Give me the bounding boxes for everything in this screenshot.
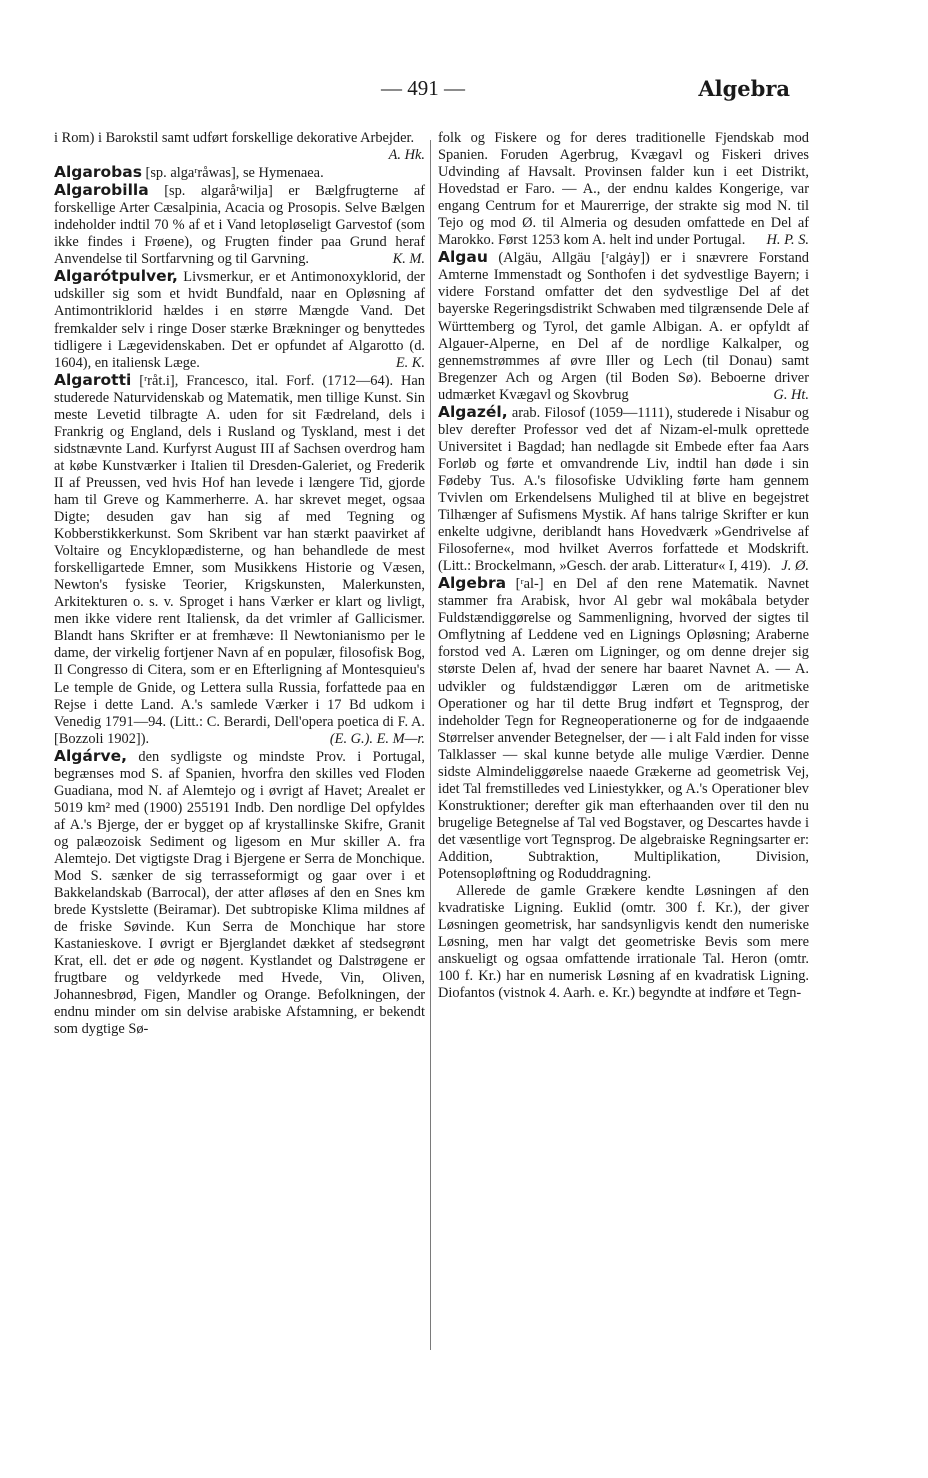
entry-signature: K. M.: [392, 251, 425, 268]
entry-algarobilla: [54, 182, 425, 268]
entry-text: folk og Fiskere og for deres traditionelle Fjendskab mod Spanien. Foruden Agerbrug, Kvægavl og Fiskeri drives Udvinding af Havsalt. Provinsen falder kun i eet Distrikt, Hovedstad er Faro. — A., der endnu kaldes Kongerige, var engang Centrum for et Maurerrige, der strakte sig mod N. til Tejo og mod Ø. til Almeria og desuden omfattede en Del af Marokko. Først 1253 kom A. helt ind under Portugal.: [438, 130, 809, 249]
entry-text: [ʳråt.i], Francesco, ital. Forf. (1712—64). Han studerede Naturvidenskab og Matematik, men tillige Kunst. Sin meste Levetid tilbragte A. uden for sit Fædreland, dels i Frankrig og England, dels i Rusland og Tyskland, mest i det sidstnævnte Land. Kurfyrst August III af Sachsen overdrog ham at købe Kunstværker i Italien til Dresden-Galeriet, og Frederik II af Preussen, ved hvis Hof han levede i længere Tid, gjorde ham til Greve og Kammerherre. A. har skrevet meget, ogsaa Digte; desuden gav han sig af med Tegning og Kobberstikkerkunst. Som Skribent var han stærkt paavirket af Voltaire og Encyklopædisterne, og han behandlede de mest forskelligartede Emner, som Musikkens Historie og Væsen, Newton's fysiske Teorier, Krigskunsten, Malerkunsten, Arkitekturen o. s. v. Sproget i hans Værker er klart og livligt, men ikke videre rent Italiensk, da det vrimler af Gallicismer. Blandt hans Skrifter er at fremhæve: Il Newtonianismo per le dame, der virkelig fortjener Navn af en populær, filosofisk Bog, Il Congresso di Citera, som er en Efterligning af Montesquieu's Le temple de Gnide, og Lettera sulla Russia, forfattede paa en Rejse i dette Land. A.'s samlede Værker i 17 Bd udkom i Venedig 1791—94. (Litt.: C. Berardi, Dell'opera poetica di F. A. [Bozzoli 1902]).: [54, 372, 425, 747]
entry-headword: Algarobas: [54, 163, 142, 182]
entry-headword: Algarotti: [54, 370, 132, 389]
entry-algazel: [438, 404, 809, 575]
entry-signature: J. Ø.: [781, 558, 809, 575]
entry-signature: G. Ht.: [773, 386, 809, 403]
entry-text: arab. Filosof (1059—1111), studerede i Nisabur og blev derefter Professor ved det af Nizam-el-mulk oprettede Universitet i Bagdad; han nedlagde sit Embede efter faa Aars Forløb og førte et omvandrende Liv, indtil han døde i sin Fødeby Tus. A.'s filosofiske Udvikling førte ham gennem Tvivlen om Erkendelsens Mulighed til at blive en begejstret Tilhænger af Sufismens Mystik. Af hans talrige Skrifter er kun enkelte udgivne, deriblandt hans Hovedværk »Gendrivelse af Filosoferne«, mod hvilket Averros forfattede et Modskrift. (Litt.: Brockelmann, »Gesch. der arab. Litteratur« I, 419).: [438, 404, 809, 575]
entry-algarve: [54, 748, 425, 1039]
entry-algarve-continuation: [438, 130, 809, 249]
entry-algebra: [438, 575, 809, 883]
entry-text: den sydligste og mindste Prov. i Portugal, begrænses mod S. af Spanien, hvorfra den skilles ved Floden Guadiana, mod N. af Alemtejo og i øvrigt af Havet; Arealet er 5019 km² med (1900) 255191 Indb. Den nordlige Del opfyldes af A.'s Bjerge, der er bygget op af krystallinske Skifre, Granit og palæozoisk Sediment og ligesom en Mur skiller A. fra Alemtejo. Det vigtigste Drag i Bjergene er Serra de Monchique. Mod S. sænker de sig terrasseformigt og gaar over i et Bakkelandskab (Barrocal), der atter afløses af den en Snes km brede Kystslette (Beiramar). Det subtropiske Klima mildnes af de friske Søvinde. Kun Serra de Monchique har store Kastanieskove. I øvrigt er Bjerglandet dækket af stedsegrønt Krat, ell. det er øde og nøgent. Kystlandet og Dalstrøgene er frugtbare og veldyrkede med Hvede, Vin, Oliven, Johannesbrød, Figen, Mandler og Orange. Befolkningen, der endnu minder om sin delvise arabiske Afstamning, er bekendt som dygtige Sø-: [54, 748, 425, 1038]
entry-algebra-paragraph-2: [438, 883, 809, 1002]
entry-rom-continuation: [54, 130, 425, 164]
entry-text: i Rom) i Barokstil samt udført forskellige dekorative Arbejder.: [54, 130, 415, 146]
right-column: [438, 130, 809, 1002]
entry-signature: (E. G.). E. M—r.: [329, 730, 425, 747]
entry-algarobas: [54, 164, 425, 182]
running-head: Algebra: [698, 76, 790, 101]
entry-algarotti: [54, 372, 425, 748]
page-number: — 491 —: [381, 76, 465, 100]
entry-algarotpulver: [54, 268, 425, 371]
entry-signature: A. Hk.: [388, 147, 425, 164]
entry-signature: H. P. S.: [766, 232, 809, 249]
entry-headword: Algarótpulver,: [54, 267, 178, 286]
entry-text: [sp. algaʳråwas], se Hymenaea.: [141, 165, 324, 182]
entry-text: [ʳal-] en Del af den rene Matematik. Navnet stammer fra Arabisk, hvor Al gebr wal mokâbala betyder Fuldstændiggørelse og Sammenligning, hvorved der sigtes til Omflytning af Leddene ved en Lignings Opløsning; Araberne forstod ved A. Læren om Ligninger, og om denne drejer sig største Delen af, hvad der senere har baaret Navnet A. — A. udvikler og fuldstændiggør Læren om de aritmetiske Operationer og har til dette Brug indført et Tegnsprog, der indeholder Tegn for Regneoperationerne og for de indgaaende Størrelser anvender Betegnelser, der — i alt Fald inden for visse Talklasser — skal kunne betyde alle mulige Værdier. Denne sidste Almindeliggørelse naaede Grækerne ad geometrisk Vej, idet Tal fremstilledes ved Liniestykker, og A.'s Operationer blev Konstruktioner; derefter gik man efterhaanden over til den nu brugelige Betegnelse af Tal ved Bogstaver, og Descartes havde i det væsentlige vort Tegnsprog. De algebraiske Regningsarter er: Addition, Subtraktion, Multiplikation, Division, Potensopløftning og Roduddragning.: [438, 576, 809, 883]
left-column: [54, 130, 425, 1038]
entry-headword: Algazél,: [438, 402, 508, 421]
entry-headword: Algarobilla: [54, 181, 149, 200]
page-header: [56, 72, 790, 112]
entry-text: Livsmerkur, er et Antimonoxyklorid, der udskiller sig som et hvidt Bundfald, naar en Opløsning af Antimontriklorid hældes i en større Mængde Vand. Det fremkalder selv i ringe Doser stærke Brækninger og benyttedes tidligere i Lægevidenskaben. Det er opfundet af Algarotto (d. 1604), en italiensk Læge.: [54, 269, 425, 371]
entry-headword: Algebra: [438, 574, 507, 593]
entry-text: (Algäu, Allgäu [ʳalgȧy]) er i snævrere Forstand Amterne Immenstadt og Sonthofen i det sydvestlige Bayern; i videre Forstand omfatter det den sydvestlige Del af det bayerske Regeringsdistrikt Schwaben med tilgrænsende Dele af Württemberg og Tyrol, det gamle Albigan. A. er opfyldt af Algauer-Alperne, en Del af de nordlige Kalkalper, og gennemstrømmes af øvre Iller og Lech (til Donau) samt Bregenzer Ach og Argen (til Boden Sø). Beboerne driver udmærket Kvægavl og Skovbrug: [438, 250, 809, 403]
entry-text: [sp. algaråʳwilja] er Bælgfrugterne af forskellige Arter Cæsalpinia, Acacia og Prosopis. Selve Bælgen indeholder indtil 70 % af et i Vand letopløseligt Garvestof (som ikke findes i Frøene), og Frugten finder paa Grund heraf Anvendelse til Sortfarvning og til Garvning.: [54, 183, 425, 268]
entry-headword: Algau: [438, 248, 488, 267]
entry-text: Allerede de gamle Grækere kendte Løsningen af den kvadratiske Ligning. Euklid (omtr. 300 f. Kr.), der giver Løsningen geometrisk, har sandsynligvis kendt den numeriske Løsning, men har valgt det geometriske Bevis som mere anskueligt og ogsaa omfattende irrationale Tal. Heron (omtr. 100 f. Kr.) har en numerisk Løsning af en kvadratisk Ligning. Diofantos (vistnok 4. Aarh. e. Kr.) begyndte at indføre et Tegn-: [438, 883, 809, 1002]
entry-algau: [438, 249, 809, 403]
entry-headword: Algárve,: [54, 746, 128, 765]
entry-signature: E. K.: [395, 354, 425, 371]
column-divider: [430, 140, 431, 1350]
